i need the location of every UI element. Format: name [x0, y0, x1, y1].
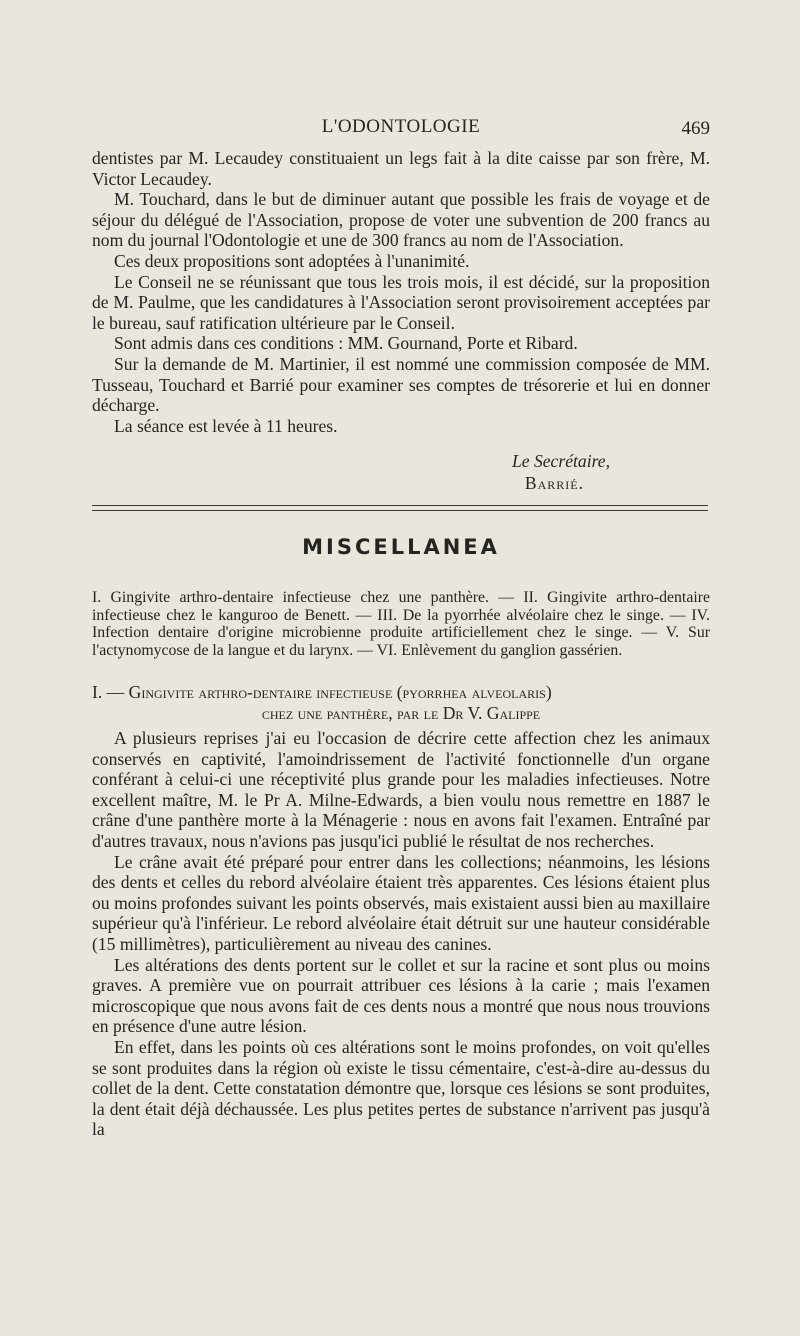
signature [92, 450, 710, 494]
signature-role: Le Secrétaire, [511, 451, 610, 471]
paragraph: Ces deux propositions sont adoptées à l'unanimité. [114, 250, 470, 271]
running-title: L'ODONTOLOGIE [321, 116, 481, 137]
paragraph: Le crâne avait été préparé pour entrer dans les collections; néanmoins, les lésions des dents et celles du rebord alvéolaire étaient très apparentes. Ces lésions étaient plus ou moins profondes suivant les points observés, mais existaient aussi bien au maxillaire supérieur qu'à l'inférieur. Le rebord alvéolaire était détruit sur une hauteur considérable (15 millimètres), particulièrement au niveau des canines. [92, 851, 710, 954]
minutes-text [92, 148, 710, 436]
divider-rule [92, 510, 708, 511]
section-title: MISCELLANEA [302, 535, 500, 559]
paragraph: dentistes par M. Lecaudey constituaient un legs fait à la dite caisse par son frère, M. Victor Lecaudey. [92, 148, 710, 189]
paragraph: Le Conseil ne se réunissant que tous les trois mois, il est décidé, sur la proposition de M. Paulme, que les candidatures à l'Association seront provisoirement acceptées par le bureau, sauf ratification ultérieure par le Conseil. [92, 271, 710, 333]
paragraph: A plusieurs reprises j'ai eu l'occasion de décrire cette affection chez les animaux conservés en captivité, l'amoindrissement de l'activité fonctionnelle d'un organe conférant à celui-ci une réceptivité plus grande pour les maladies infectieuses. Notre excellent maître, M. le Pr A. Milne-Edwards, a bien voulu nous remettre en 1887 le crâne d'une panthère morte à la Ménagerie : nous en avons fait l'examen. Entraîné par d'autres travaux, nous n'avions pas jusqu'ici publié le résultat de nos recherches. [92, 728, 710, 851]
paragraph: Sur la demande de M. Martinier, il est nommé une commission composée de MM. Tusseau, Touchard et Barrié pour examiner ses comptes de trésorerie et lui en donner décharge. [92, 353, 710, 416]
paragraph: En effet, dans les points où ces altérations sont le moins profondes, on voit qu'elles se sont produites dans la région où existe le tissu cémentaire, c'est-à-dire au-dessus du collet de la dent. Cette constatation démontre que, lorsque ces lésions se sont produites, la dent était déjà déchaussée. Les plus petites pertes de substance n'arrivent pas jusqu'à la [92, 1036, 710, 1140]
contents-summary: I. Gingivite arthro-dentaire infectieuse chez une panthère. — II. Gingivite arthro-dentaire infectieuse chez le kanguroo de Benett. — III. De la pyorrhée alvéolaire chez le singe. — IV. Infection dentaire d'origine microbienne produite artificiellement chez le singe. — V. Sur l'actynomycose de la langue et du larynx. — VI. Enlèvement du ganglion gassérien. [92, 589, 710, 659]
article-body [92, 728, 710, 1140]
article-title-line: I. — Gingivite arthro-dentaire infectieuse (pyorrhea alveolaris) [92, 682, 552, 702]
divider-rule [92, 505, 708, 506]
article-title-line: chez une panthère, par le Dr V. Galippe [261, 703, 541, 723]
paragraph: M. Touchard, dans le but de diminuer autant que possible les frais de voyage et de séjour du délégué de l'Association, propose de voter une subvention de 200 francs au nom du journal l'Odontologie et une de 300 francs au nom de l'Association. [92, 189, 710, 251]
paragraph: Les altérations des dents portent sur le collet et sur la racine et sont plus ou moins graves. A première vue on pourrait attribuer ces lésions à la carie ; mais l'examen microscopique que nous avons fait de ces dents nous a montré que nous nous trouvions en présence d'une autre lésion. [92, 954, 710, 1037]
paragraph: Sont admis dans ces conditions : MM. Gournand, Porte et Ribard. [114, 333, 578, 354]
signature-name: Barrié. [524, 473, 584, 493]
article-title [92, 682, 710, 724]
paragraph: La séance est levée à 11 heures. [114, 415, 338, 436]
page-number: 469 [681, 118, 710, 139]
page-header [92, 116, 710, 140]
